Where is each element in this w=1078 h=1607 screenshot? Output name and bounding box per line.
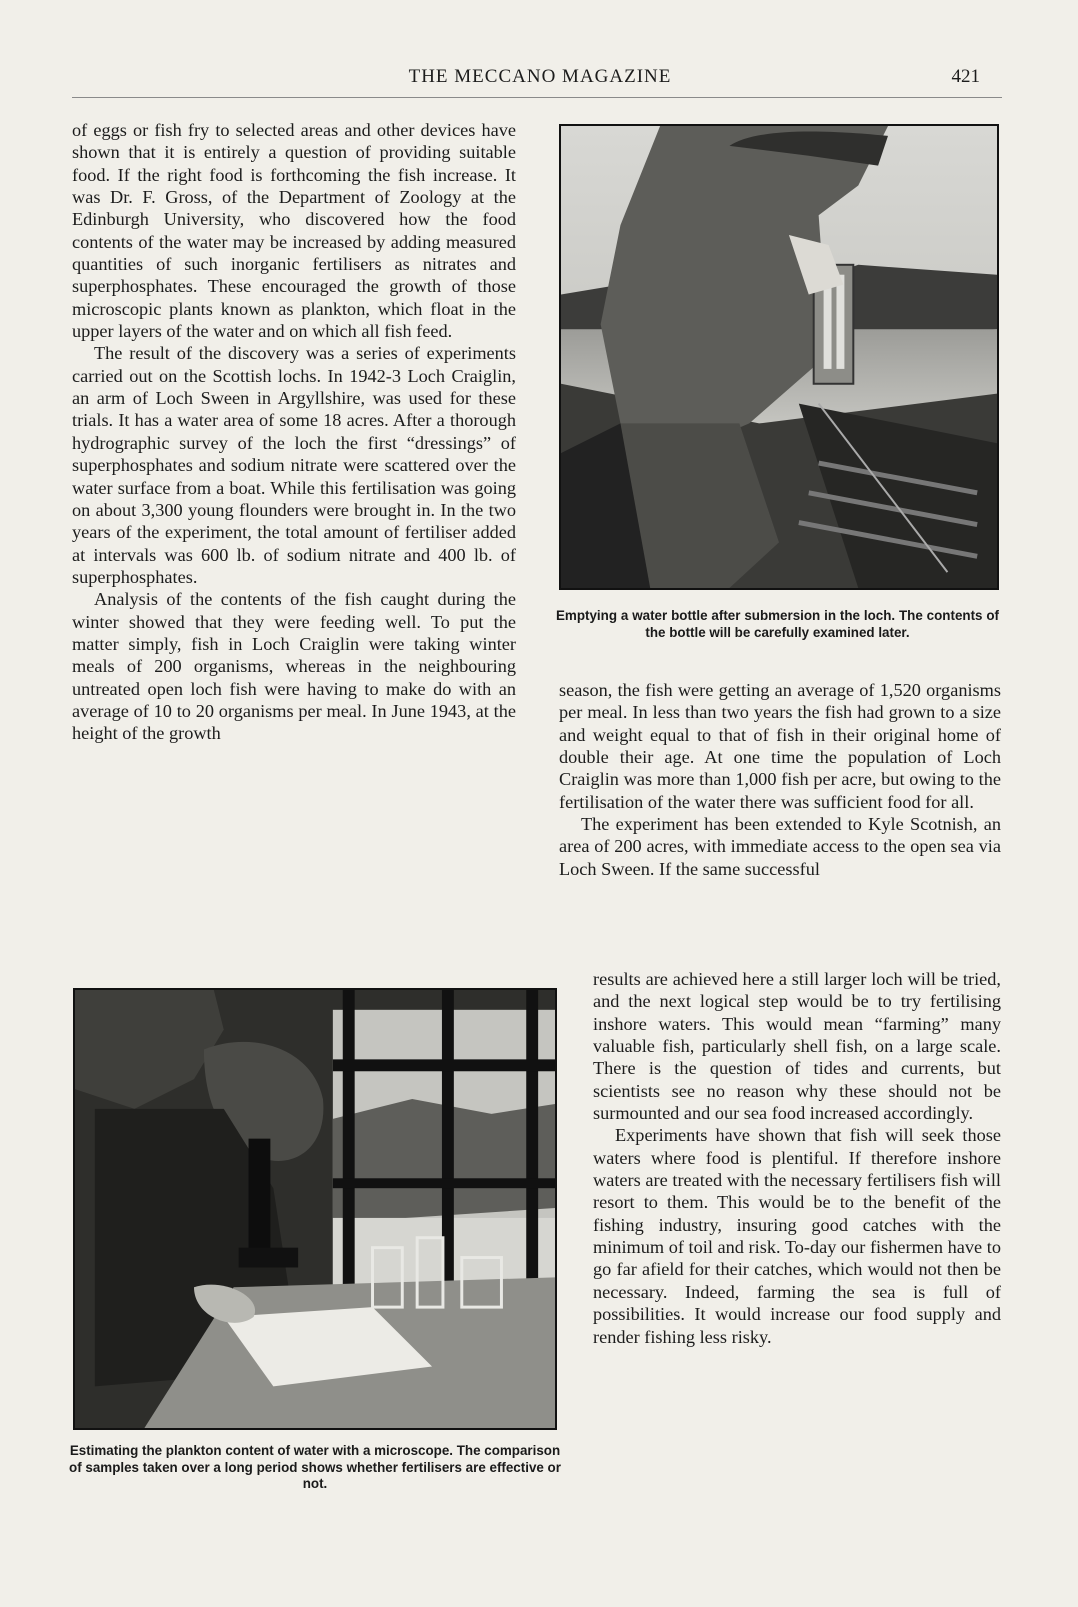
- microscope-photo-illustration: [75, 990, 555, 1428]
- right-column-bottom: [593, 968, 1001, 1348]
- body-paragraph: results are achieved here a still larger loch will be tried, and the next logical step would be to try fertilising inshore waters. This would mean “farming” many valuable fish, particularly shell fish, on a large scale. There is the question of tides and currents, but scientists see no reason why these should not be surmounted and our sea food increased accordingly.: [593, 969, 1001, 1124]
- page-number: 421: [951, 66, 980, 87]
- header-rule: [72, 97, 1002, 98]
- body-paragraph: Experiments have shown that fish will seek those waters where food is plentiful. If therefore inshore waters are treated with the necessary fertilisers fish will resort to them. This would be to the benefit of the fishing industry, insuring good catches with the minimum of toil and risk. To-day our fishermen have to go far afield for their catches, which would not then be necessary. Indeed, farming the sea is full of possibilities. It would increase our food supply and render fishing less risky.: [593, 1125, 1001, 1347]
- photo-caption-top: Emptying a water bottle after submersion in the loch. The contents of the bottle will be carefully examined later.: [556, 608, 999, 640]
- magazine-title: THE MECCANO MAGAZINE: [408, 66, 672, 87]
- body-paragraph: season, the fish were getting an average of 1,520 organisms per meal. In less than two years the fish had grown to a size and weight equal to that of fish in their original home of double their age. At one time the population of Loch Craiglin was more than 1,000 fish per acre, but owing to the fertilisation of the water there was sufficient food for all.: [559, 680, 1001, 812]
- photo-scientist-on-boat: [559, 124, 999, 590]
- left-column: [72, 119, 516, 745]
- body-paragraph: Analysis of the contents of the fish caught during the winter showed that they were feeding well. To put the matter simply, fish in Loch Craiglin were taking winter meals of 200 organisms, whereas in the neighbouring untreated open loch fish were having to make do with an average of 10 to 20 organisms per meal. In June 1943, at the height of the growth: [72, 589, 516, 744]
- body-paragraph: The result of the discovery was a series of experiments carried out on the Scottish lochs. In 1942-3 Loch Craiglin, an arm of Loch Sween in Argyllshire, was used for these trials. It has a water area of some 18 acres. After a thorough hydrographic survey of the loch the first “dressings” of superphosphates and sodium nitrate were scattered over the water surface from a boat. While this fertilisation was going on about 3,300 young flounders were brought in. In the two years of the experiment, the total amount of fertiliser added at intervals was 600 lb. of sodium nitrate and 400 lb. of superphosphates.: [72, 343, 516, 587]
- photo-microscope: [73, 988, 557, 1430]
- photo-caption-bottom: Estimating the plankton content of water with a microscope. The comparison of samples taken over a long period shows whether fertilisers are effective or not.: [69, 1443, 561, 1491]
- body-paragraph: The experiment has been extended to Kyle Scotnish, an area of 200 acres, with immediate access to the open sea via Loch Sween. If the same successful: [559, 814, 1001, 879]
- body-paragraph: of eggs or fish fry to selected areas and other devices have shown that it is entirely a question of providing suitable food. If the right food is forthcoming the fish increase. It was Dr. F. Gross, of the Department of Zoology at the Edinburgh University, who discovered how the food contents of the water may be increased by adding measured quantities of such inorganic fertilisers as nitrates and superphosphates. These encouraged the growth of those microscopic plants known as plankton, which float in the upper layers of the water and on which all fish feed.: [72, 120, 516, 342]
- right-column-top: [559, 679, 1001, 880]
- boat-photo-illustration: [561, 126, 997, 588]
